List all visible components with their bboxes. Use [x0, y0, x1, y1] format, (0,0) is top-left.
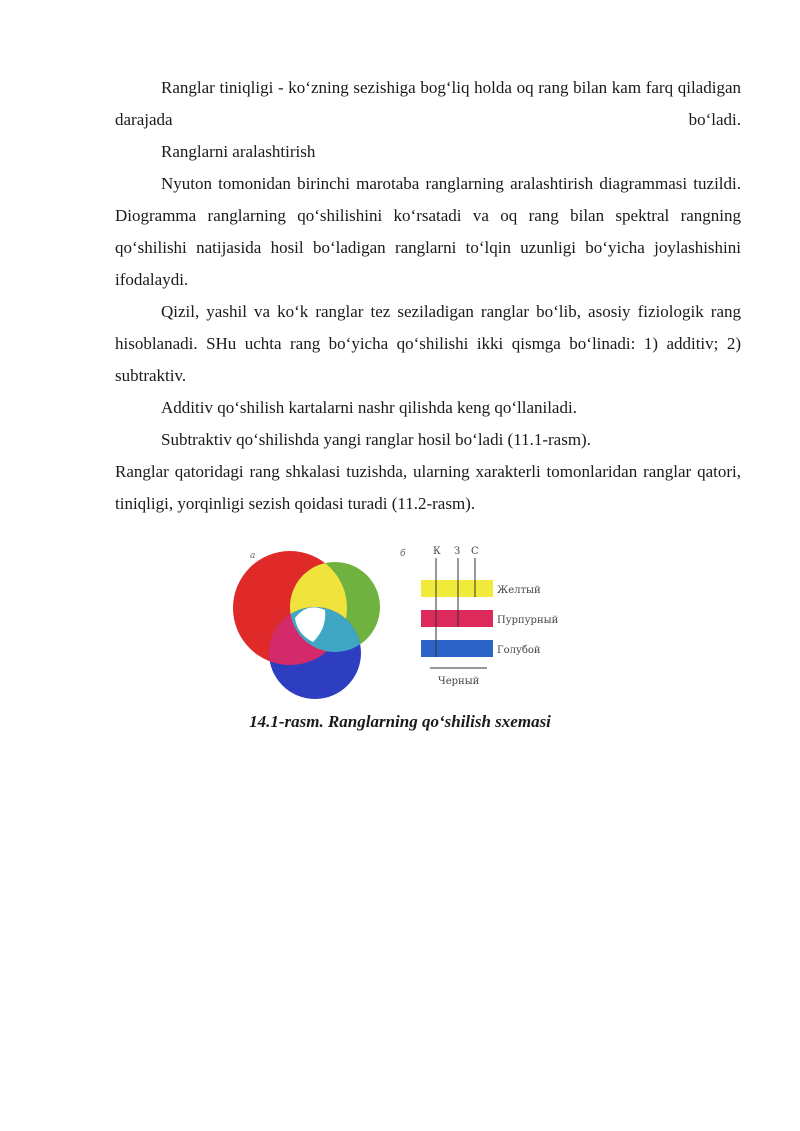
color-mixing-figure	[225, 540, 595, 700]
paragraph-primary-colors-text: Qizil, yashil va ko‘k ranglar tez seziladigan ranglar bo‘lib, asosiy fiziologik rang hisoblanadi. SHu uchta rang bo‘yicha qo‘shilishi ikki qismga bo‘linadi: 1) additiv; 2) subtraktiv.	[115, 302, 741, 385]
panel-a-label: а	[250, 551, 256, 561]
column-s-label: С	[471, 546, 479, 557]
magenta-bar-label: Пурпурный	[497, 615, 559, 626]
paragraph-brightness	[115, 72, 741, 136]
column-z-label: З	[454, 546, 461, 557]
paragraph-newton-text: Nyuton tomonidan birinchi marotaba ranglarning aralashtirish diagrammasi tuzildi. Diogramma ranglarning qo‘shilishini ko‘rsatadi va oq rang bilan spektral rangning qo‘shilishi natijasida hosil bo‘ladigan ranglarni to‘lqin uzunligi bo‘yicha joylashishini ifodalaydi.	[115, 174, 741, 289]
paragraph-additive-text: Additiv qo‘shilish kartalarni nashr qilishda keng qo‘llaniladi.	[161, 398, 577, 417]
paragraph-newton	[115, 168, 741, 296]
yellow-bar	[421, 580, 493, 597]
black-label: Черный	[438, 676, 480, 687]
magenta-bar	[421, 610, 493, 627]
blue-bar	[421, 640, 493, 657]
figure-caption: 14.1-rasm. Ranglarning qo‘shilish sxemasi	[249, 712, 551, 731]
section-heading-text: Ranglarni aralashtirish	[161, 142, 316, 161]
blue-bar-label: Голубой	[497, 645, 541, 656]
paragraph-color-scale-text: Ranglar qatoridagi rang shkalasi tuzishda, ularning xarakterli tomonlaridan ranglar qatori, tiniqligi, yorqinligi sezish qoidasi turadi (11.2-rasm).	[115, 462, 741, 513]
paragraph-subtractive-text: Subtraktiv qo‘shilishda yangi ranglar hosil bo‘ladi (11.1-rasm).	[161, 430, 591, 449]
section-heading-color-mixing	[115, 136, 741, 168]
paragraph-color-scale	[115, 456, 741, 520]
paragraph-additive	[115, 392, 741, 424]
paragraph-primary-colors	[115, 296, 741, 392]
additive-circles	[233, 551, 380, 699]
yellow-bar-label: Желтый	[497, 585, 541, 596]
paragraph-subtractive	[115, 424, 741, 456]
panel-b-label: б	[400, 549, 406, 559]
subtractive-bars	[400, 546, 559, 687]
paragraph-brightness-text: Ranglar tiniqligi - ko‘zning sezishiga bog‘liq holda oq rang bilan kam farq qiladigan darajada bo‘ladi.	[115, 78, 741, 129]
column-k-label: К	[433, 546, 441, 557]
